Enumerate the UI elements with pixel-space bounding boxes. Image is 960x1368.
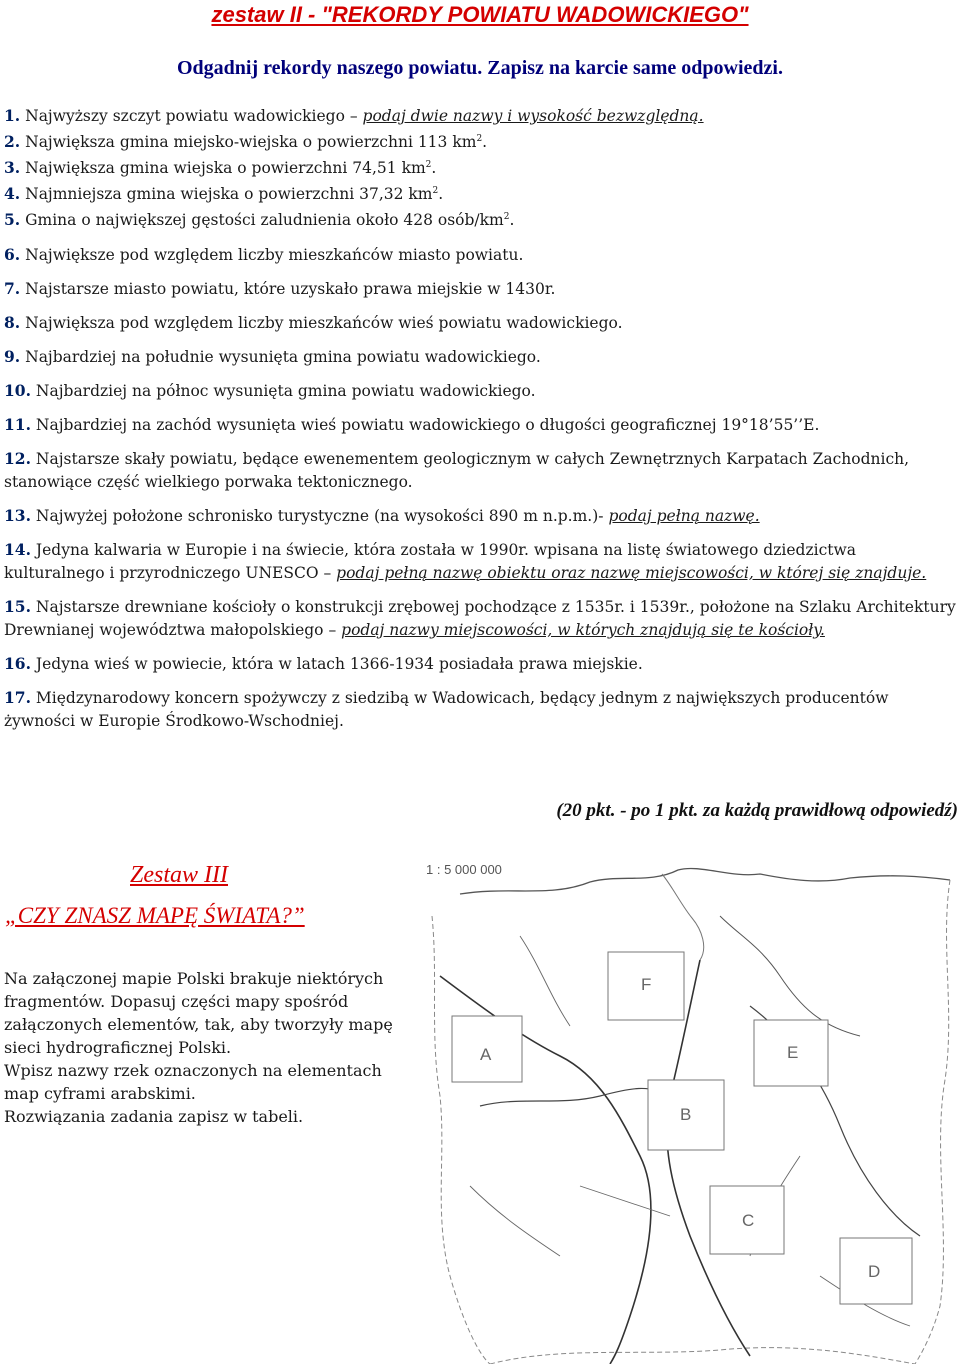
map-label-c: C — [742, 1211, 755, 1230]
question-1: 1. Najwyższy szczyt powiatu wadowickiego – podaj dwie nazwy i wysokość bezwzględną. — [4, 106, 704, 125]
map-label-b: B — [680, 1105, 692, 1124]
question-12: 12. Najstarsze skały powiatu, będące ewenementem geologicznym w całych Zewnętrznych Karpatach Zachodnich, stanowiące część wielkiego porwaka tektonicznego. — [4, 448, 910, 491]
question-3: 3. Największa gmina wiejska o powierzchni 74,51 $km^2$. — [4, 158, 437, 178]
page-subtitle: Odgadnij rekordy naszego powiatu. Zapisz na karcie same odpowiedzi. — [177, 57, 783, 79]
question-10: 10. Najbardziej na północ wysunięta gmina powiatu wadowickiego. — [4, 380, 536, 400]
question-13: 13. Najwyżej położone schronisko turystyczne (na wysokości 890 m n.p.m.)- podaj pełną nazwę. — [4, 505, 760, 525]
map-label-d: D — [868, 1262, 881, 1281]
instruction-paragraph: Na załączonej mapie Polski brakuje niektórych fragmentów. Dopasuj części mapy spośród załączonych elementów, tak, aby tworzyły mapę sieci hydrograficznej Polski. — [4, 969, 393, 1057]
map-scale: 1 : 5 000 000 — [426, 862, 502, 877]
question-list — [4, 104, 960, 733]
question-9: 9. Najbardziej na południe wysunięta gmina powiatu wadowickiego. — [4, 346, 541, 366]
question-14: 14. Jedyna kalwaria w Europie i na świecie, która została w 1990r. wpisana na listę światowego dziedzictwa kulturalnego i przyrodniczego UNESCO – podaj pełną nazwę obiektu oraz nazwę miejscowości, w której się znajduje. — [4, 539, 927, 582]
question-17: 17. Międzynarodowy koncern spożywczy z siedzibą w Wadowicach, będący jednym z największych producentów żywności w Europie Środkowo-Wschodniej. — [4, 687, 889, 730]
question-8: 8. Największa pod względem liczby mieszkańców wieś powiatu wadowickiego. — [4, 312, 623, 332]
question-7: 7. Najstarsze miasto powiatu, które uzyskało prawa miejskie w 1430r. — [4, 278, 556, 298]
instruction-paragraph: Wpisz nazwy rzek oznaczonych na elementach map cyframi arabskimi. — [4, 1061, 382, 1103]
question-4: 4. Najmniejsza gmina wiejska o powierzchni 37,32 $km^2$. — [4, 184, 444, 204]
question-11: 11. Najbardziej na zachód wysunięta wieś powiatu wadowickiego o długości geograficznej 19°18’55’’E. — [4, 414, 820, 434]
question-6: 6. Największe pod względem liczby mieszkańców miasto powiatu. — [4, 244, 524, 264]
page-title: zestaw II - "REKORDY POWIATU WADOWICKIEGO" — [211, 2, 749, 27]
question-5: 5. Gmina o największej gęstości zaludnienia około 428 osób/$km^2$. — [4, 210, 515, 230]
points-note: (20 pkt. - po 1 pkt. za każdą prawidłową odpowiedź) — [556, 800, 958, 821]
section-subtitle: „CZY ZNASZ MAPĘ ŚWIATA?” — [5, 903, 305, 928]
map-label-e: E — [787, 1043, 799, 1062]
question-15: 15. Najstarsze drewniane kościoły o konstrukcji zrębowej pochodzące z 1535r. i 1539r., położone na Szlaku Architektury Drewnianej województwa małopolskiego – podaj nazwy miejscowości, w których znajdują się te kościoły. — [4, 596, 956, 639]
map-label-a: A — [480, 1045, 492, 1064]
map-label-f: F — [641, 975, 652, 994]
question-2: 2. Największa gmina miejsko-wiejska o powierzchni 113 $km^2$. — [4, 132, 488, 152]
section-instructions — [4, 967, 404, 1128]
section-title: Zestaw III — [130, 862, 228, 888]
instruction-paragraph: Rozwiązania zadania zapisz w tabeli. — [4, 1107, 304, 1126]
question-16: 16. Jedyna wieś w powiecie, która w latach 1366-1934 posiadała prawa miejskie. — [4, 653, 643, 673]
